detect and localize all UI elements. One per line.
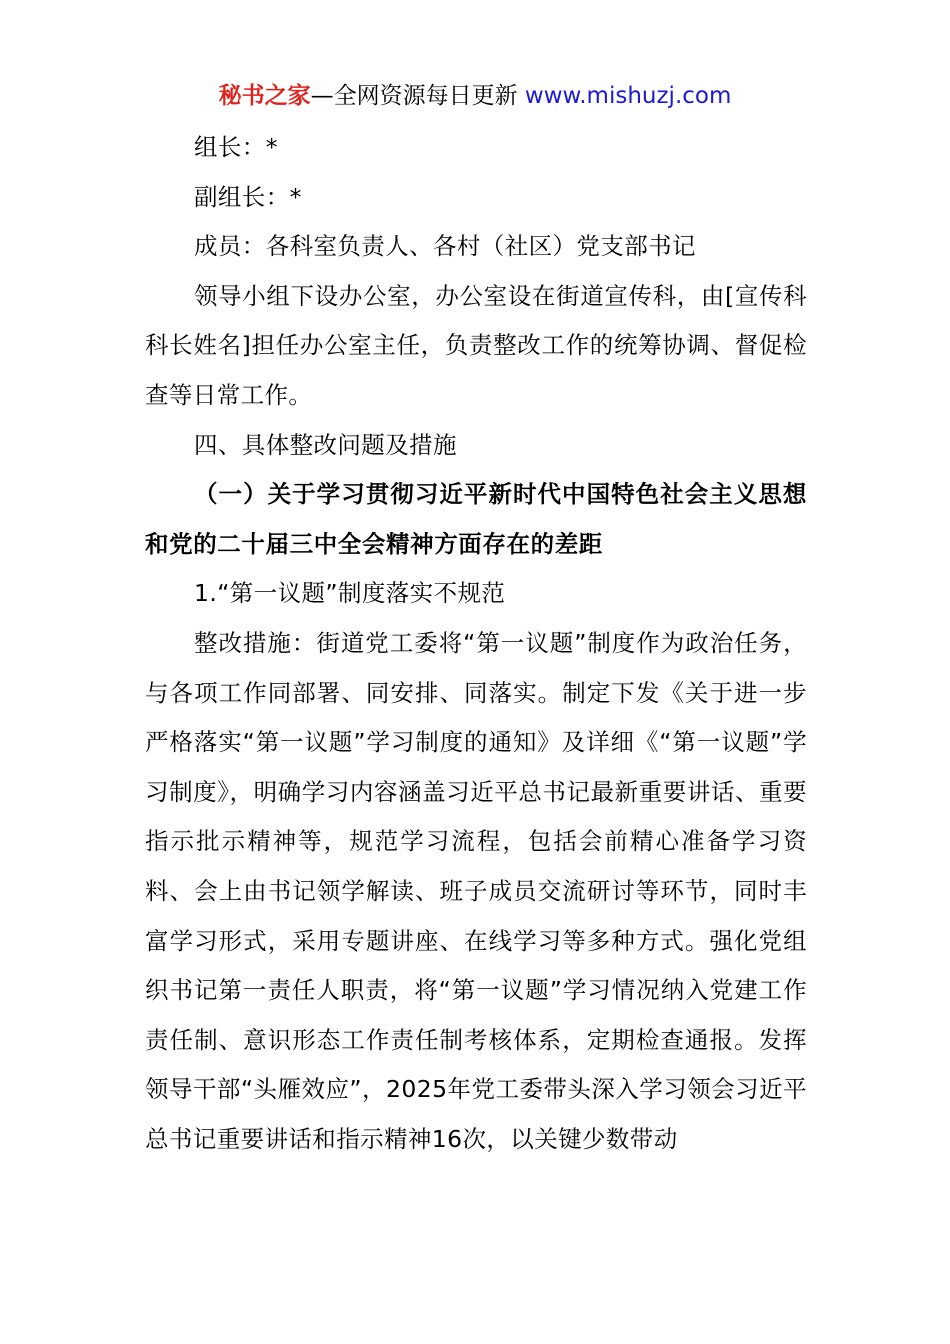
members-line: 成员：各科室负责人、各村（社区）党支部书记 (194, 232, 696, 261)
section-heading: 四、具体整改问题及措施 (194, 430, 457, 459)
subsection-heading: （一）关于学习贯彻习近平新时代中国特色社会主义思想和党的二十届三中全会精神方面存在的差距 (145, 480, 807, 558)
measures-paragraph: 整改措施：街道党工委将“第一议题”制度作为政治任务，与各项工作同部署、同安排、同落实。制定下发《关于进一步严格落实“第一议题”学习制度的通知》及详细《“第一议题”学习制度》，明确学习内容涵盖习近平总书记最新重要讲话、重要指示批示精神等，规范学习流程，包括会前精心准备学习资料、会上由书记领学解读、班子成员交流研讨等环节，同时丰富学习形式，采用专题讲座、在线学习等多种方式。强化党组织书记第一责任人职责，将“第一议题”学习情况纳入党建工作责任制、意识形态工作责任制考核体系，定期检查通报。发挥领导干部“头雁效应”，2025年党工委带头深入学习领会习近平总书记重要讲话和指示精神16次，以关键少数带动 (145, 628, 807, 1153)
document-body (145, 123, 807, 1164)
header-tagline: —全网资源每日更新 (310, 83, 518, 109)
header-url-link[interactable]: www.mishuzj.com (524, 83, 732, 109)
document-header (0, 80, 950, 112)
office-paragraph: 领导小组下设办公室，办公室设在街道宣传科，由[宣传科科长姓名]担任办公室主任，负责整改工作的统筹协调、督促检查等日常工作。 (145, 281, 807, 409)
item-heading: 1.“第一议题”制度落实不规范 (194, 579, 506, 608)
deputy-leader-line: 副组长：* (194, 182, 302, 211)
brand-name: 秘书之家 (218, 83, 311, 109)
team-leader-line: 组长：* (194, 133, 278, 161)
